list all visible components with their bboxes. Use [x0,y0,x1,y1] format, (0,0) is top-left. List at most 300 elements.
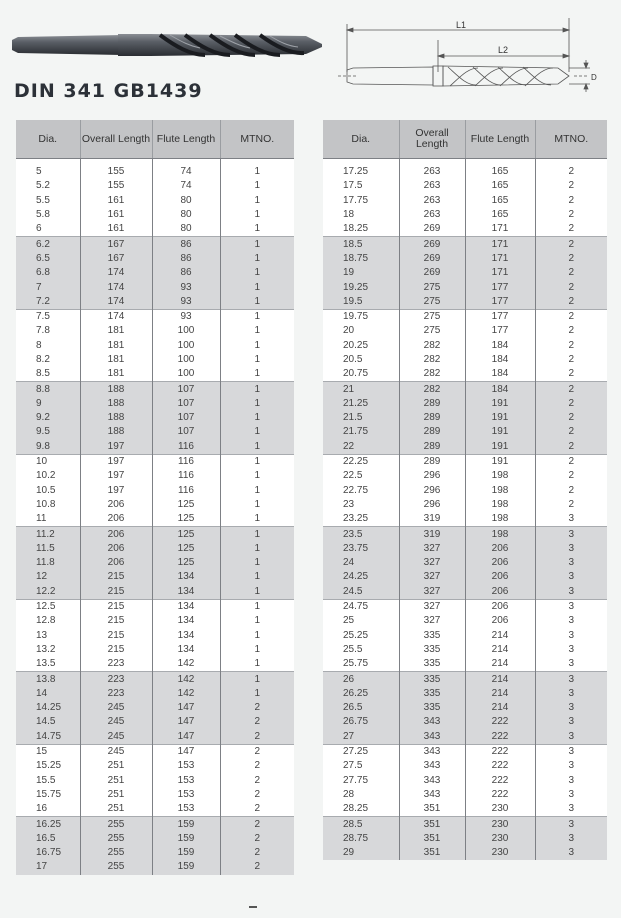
cell-mtno: 2 [535,252,607,266]
cell-overall-length: 275 [399,309,465,324]
table-row [16,280,294,294]
cell-overall-length: 351 [399,817,465,832]
cell-flute-length: 159 [152,832,220,846]
cell-overall-length: 275 [399,295,465,310]
table-row [16,208,294,222]
cell-mtno: 3 [535,629,607,643]
cell-overall-length: 245 [80,715,152,729]
cell-overall-length: 174 [80,266,152,280]
cell-overall-length: 255 [80,817,152,832]
cell-mtno: 2 [220,832,294,846]
cell-mtno: 2 [535,469,607,483]
table-row [16,484,294,498]
table-row [323,498,607,512]
cell-flute-length: 134 [152,629,220,643]
cell-dia: 6 [36,223,42,235]
cell-mtno: 1 [220,440,294,455]
table-row [16,846,294,860]
cell-dia: 22.75 [343,484,369,496]
table-row [323,425,607,439]
cell-mtno: 1 [220,585,294,600]
cell-flute-length: 134 [152,643,220,657]
cell-dia: 12.5 [16,599,80,614]
cell-mtno: 1 [220,208,294,222]
cell-mtno: 3 [535,687,607,701]
cell-overall-length: 215 [80,585,152,600]
cell-dia: 23.5 [323,527,399,542]
cell-dia: 18.25 [343,223,369,235]
cell-mtno: 1 [220,194,294,208]
cell-mtno: 2 [535,353,607,367]
table-row [16,556,294,570]
cell-flute-length: 86 [152,252,220,266]
cell-dia: 28.5 [323,817,399,832]
cell-flute-length: 125 [152,512,220,527]
table-row [323,159,607,180]
cell-mtno: 1 [220,382,294,397]
header-mtno: MTNO. [220,120,294,159]
table-row [16,672,294,687]
cell-overall-length: 263 [399,179,465,193]
table-row [16,657,294,672]
cell-mtno: 2 [535,367,607,382]
cell-overall-length: 167 [80,252,152,266]
cell-flute-length: 159 [152,817,220,832]
cell-overall-length: 181 [80,367,152,382]
cell-mtno: 1 [220,222,294,237]
cell-mtno: 1 [220,672,294,687]
table-row [323,614,607,628]
cell-overall-length: 289 [399,440,465,455]
cell-overall-length: 251 [80,788,152,802]
cell-mtno: 2 [535,179,607,193]
cell-mtno: 2 [535,484,607,498]
cell-overall-length: 188 [80,382,152,397]
cell-overall-length: 223 [80,687,152,701]
cell-flute-length: 191 [465,397,535,411]
cell-dia: 23 [343,498,355,510]
cell-overall-length: 335 [399,629,465,643]
cell-flute-length: 116 [152,469,220,483]
cell-flute-length: 206 [465,556,535,570]
table-row [16,324,294,338]
table-row [16,570,294,584]
cell-mtno: 3 [535,773,607,787]
cell-dia: 20.25 [343,339,369,351]
cell-flute-length: 142 [152,657,220,672]
cell-overall-length: 174 [80,309,152,324]
cell-mtno: 1 [220,454,294,469]
cell-dia: 26 [323,672,399,687]
table-row [16,860,294,874]
cell-overall-length: 206 [80,527,152,542]
table-row [323,788,607,802]
cell-flute-length: 142 [152,687,220,701]
cell-flute-length: 142 [152,672,220,687]
cell-overall-length: 255 [80,860,152,874]
cell-dia: 27.75 [343,774,369,786]
cell-overall-length: 181 [80,353,152,367]
cell-overall-length: 335 [399,701,465,715]
table-row [16,643,294,657]
cell-dia: 27.25 [323,744,399,759]
cell-mtno: 2 [535,237,607,252]
cell-flute-length: 222 [465,744,535,759]
cell-flute-length: 177 [465,280,535,294]
table-row [16,309,294,324]
table-row [16,411,294,425]
cell-flute-length: 80 [152,194,220,208]
table-row [16,585,294,600]
cell-dia: 12.2 [16,585,80,600]
table-row [323,599,607,614]
cell-flute-length: 100 [152,339,220,353]
cell-dia: 19.75 [323,309,399,324]
cell-dia: 11.8 [16,556,80,570]
cell-mtno: 2 [535,194,607,208]
cell-dia: 24.25 [323,570,399,584]
cell-flute-length: 159 [152,846,220,860]
cell-overall-length: 319 [399,527,465,542]
table-row [323,542,607,556]
cell-flute-length: 147 [152,744,220,759]
cell-flute-length: 177 [465,324,535,338]
cell-overall-length: 263 [399,208,465,222]
cell-mtno: 1 [220,339,294,353]
cell-overall-length: 167 [80,237,152,252]
cell-dia: 13.5 [36,658,56,670]
table-row [16,759,294,773]
cell-overall-length: 251 [80,773,152,787]
cell-overall-length: 269 [399,266,465,280]
table-row [323,440,607,455]
cell-flute-length: 100 [152,353,220,367]
cell-mtno: 2 [220,730,294,745]
table-row [16,817,294,832]
table-row [323,295,607,310]
cell-dia: 28.25 [343,803,369,815]
cell-flute-length: 214 [465,701,535,715]
cell-flute-length: 107 [152,425,220,439]
cell-mtno: 1 [220,425,294,439]
cell-overall-length: 275 [399,280,465,294]
cell-dia: 20 [343,325,355,337]
cell-dia: 24 [323,556,399,570]
cell-dia: 5 [36,166,42,178]
cell-mtno: 2 [535,339,607,353]
cell-flute-length: 116 [152,440,220,455]
cell-overall-length: 245 [80,730,152,745]
table-row [16,194,294,208]
table-row [323,773,607,787]
drill-dimension-diagram [338,10,600,98]
cell-mtno: 3 [535,744,607,759]
cell-mtno: 2 [535,266,607,280]
cell-overall-length: 215 [80,570,152,584]
cell-dia: 5.2 [36,180,50,192]
cell-flute-length: 230 [465,817,535,832]
cell-flute-length: 184 [465,367,535,382]
table-row [16,542,294,556]
cell-dia: 17 [16,860,80,874]
cell-overall-length: 327 [399,599,465,614]
cell-mtno: 2 [535,411,607,425]
cell-dia: 20.5 [343,354,363,365]
table-header-row [16,120,294,159]
table-row [16,252,294,266]
cell-overall-length: 188 [80,425,152,439]
spec-table-right [323,120,607,860]
cell-mtno: 1 [220,614,294,628]
cell-mtno: 3 [535,542,607,556]
cell-overall-length: 215 [80,614,152,628]
cell-overall-length: 255 [80,832,152,846]
cell-dia: 12.8 [36,615,56,627]
cell-mtno: 3 [535,614,607,628]
table-row [323,252,607,266]
table-row [323,309,607,324]
table-row [16,744,294,759]
table-body [16,159,294,875]
cell-dia: 26.75 [323,715,399,729]
cell-flute-length: 100 [152,324,220,338]
table-row [323,397,607,411]
cell-overall-length: 289 [399,425,465,439]
cell-flute-length: 222 [465,715,535,729]
cell-overall-length: 282 [399,353,465,367]
cell-dia: 28.75 [323,832,399,846]
cell-dia: 16.75 [16,846,80,860]
cell-mtno: 1 [220,324,294,338]
cell-dia: 15.75 [36,788,62,800]
cell-flute-length: 214 [465,687,535,701]
cell-flute-length: 222 [465,730,535,745]
cell-overall-length: 251 [80,802,152,817]
cell-mtno: 1 [220,309,294,324]
cell-mtno: 2 [535,295,607,310]
cell-overall-length: 351 [399,846,465,860]
cell-mtno: 2 [220,701,294,715]
cell-dia: 14.25 [16,701,80,715]
cell-overall-length: 215 [80,629,152,643]
cell-overall-length: 327 [399,556,465,570]
cell-overall-length: 197 [80,454,152,469]
table-row [16,353,294,367]
table-row [323,339,607,353]
cell-overall-length: 296 [399,469,465,483]
cell-flute-length: 134 [152,585,220,600]
cell-dia: 18.5 [323,237,399,252]
cell-dia: 11.2 [16,527,80,542]
cell-overall-length: 296 [399,484,465,498]
cell-flute-length: 198 [465,469,535,483]
cell-mtno: 3 [535,527,607,542]
cell-mtno: 3 [535,802,607,817]
cell-flute-length: 107 [152,397,220,411]
cell-mtno: 1 [220,266,294,280]
cell-dia: 20.75 [343,368,369,380]
cell-overall-length: 275 [399,324,465,338]
table-row [16,425,294,439]
cell-dia: 21 [323,382,399,397]
table-row [16,715,294,729]
cell-dia: 10.8 [36,498,56,510]
cell-flute-length: 198 [465,527,535,542]
cell-dia: 19 [323,266,399,280]
cell-flute-length: 86 [152,266,220,280]
cell-mtno: 1 [220,657,294,672]
cell-flute-length: 171 [465,252,535,266]
cell-flute-length: 214 [465,657,535,672]
cell-flute-length: 198 [465,484,535,498]
cell-mtno: 2 [535,222,607,237]
table-row [323,266,607,280]
cell-mtno: 1 [220,556,294,570]
cell-flute-length: 206 [465,614,535,628]
cell-flute-length: 206 [465,542,535,556]
cell-dia: 14 [16,687,80,701]
cell-mtno: 2 [535,397,607,411]
cell-overall-length: 215 [80,599,152,614]
table-row [323,280,607,294]
spec-table-left [16,120,294,875]
cell-flute-length: 230 [465,802,535,817]
table-row [323,237,607,252]
cell-mtno: 1 [220,159,294,180]
table-row [323,585,607,600]
table-row [16,701,294,715]
cell-dia: 15 [16,744,80,759]
table-row [323,556,607,570]
cell-flute-length: 230 [465,832,535,846]
cell-overall-length: 161 [80,222,152,237]
cell-overall-length: 282 [399,367,465,382]
cell-overall-length: 155 [80,159,152,180]
table-row [16,159,294,180]
cell-flute-length: 206 [465,585,535,600]
table-header-row [323,120,607,159]
cell-dia: 17.5 [343,180,363,192]
cell-overall-length: 197 [80,440,152,455]
cell-dia: 13.8 [16,672,80,687]
cell-flute-length: 107 [152,411,220,425]
cell-dia: 9.8 [16,440,80,455]
cell-dia: 16.25 [16,817,80,832]
cell-flute-length: 147 [152,730,220,745]
cell-dia: 21.75 [323,425,399,439]
cell-overall-length: 161 [80,208,152,222]
cell-mtno: 1 [220,512,294,527]
cell-dia: 9.5 [16,425,80,439]
cell-flute-length: 198 [465,512,535,527]
cell-flute-length: 206 [465,570,535,584]
cell-overall-length: 206 [80,542,152,556]
table-row [323,512,607,527]
cell-dia: 17.75 [343,194,369,206]
table-row [16,687,294,701]
table-row [323,353,607,367]
table-row [16,614,294,628]
cell-flute-length: 230 [465,846,535,860]
cell-mtno: 2 [535,382,607,397]
cell-overall-length: 263 [399,194,465,208]
cell-dia: 25 [343,615,355,627]
cell-flute-length: 184 [465,382,535,397]
cell-overall-length: 215 [80,643,152,657]
cell-dia: 9 [16,397,80,411]
table-row [16,179,294,193]
table-row [323,382,607,397]
cell-overall-length: 351 [399,832,465,846]
cell-dia: 25.25 [343,629,369,641]
cell-mtno: 2 [220,846,294,860]
cell-mtno: 1 [220,643,294,657]
cell-mtno: 1 [220,397,294,411]
cell-flute-length: 74 [152,179,220,193]
cell-mtno: 2 [220,817,294,832]
cell-dia: 13 [36,629,48,641]
cell-flute-length: 93 [152,309,220,324]
cell-dia: 18 [343,209,355,221]
cell-flute-length: 125 [152,556,220,570]
cell-flute-length: 222 [465,773,535,787]
cell-mtno: 2 [535,440,607,455]
cell-dia: 27 [323,730,399,745]
cell-dia: 10 [16,454,80,469]
cell-mtno: 1 [220,629,294,643]
cell-mtno: 2 [535,324,607,338]
cell-overall-length: 282 [399,339,465,353]
cell-mtno: 1 [220,542,294,556]
page-title: DIN 341 GB1439 [14,80,203,102]
table-row [16,382,294,397]
cell-dia: 17.25 [343,166,369,178]
table-row [323,469,607,483]
cell-flute-length: 191 [465,411,535,425]
scan-mark [249,906,257,908]
cell-overall-length: 343 [399,788,465,802]
table-row [323,484,607,498]
cell-dia: 29 [323,846,399,860]
cell-overall-length: 269 [399,237,465,252]
cell-overall-length: 327 [399,585,465,600]
cell-overall-length: 206 [80,498,152,512]
table-row [323,194,607,208]
cell-dia: 27.5 [343,760,363,772]
cell-mtno: 3 [535,570,607,584]
table-row [16,295,294,310]
cell-overall-length: 327 [399,614,465,628]
cell-flute-length: 147 [152,715,220,729]
cell-mtno: 3 [535,715,607,729]
cell-dia: 5.5 [36,194,50,206]
cell-mtno: 2 [535,498,607,512]
cell-dia: 14.75 [16,730,80,745]
cell-mtno: 2 [535,425,607,439]
cell-mtno: 2 [220,744,294,759]
header-flute-length: Flute Length [152,120,220,159]
cell-overall-length: 174 [80,295,152,310]
cell-overall-length: 282 [399,382,465,397]
cell-flute-length: 177 [465,295,535,310]
table-row [16,367,294,382]
cell-overall-length: 269 [399,222,465,237]
cell-flute-length: 134 [152,614,220,628]
cell-overall-length: 289 [399,397,465,411]
cell-dia: 18.75 [323,252,399,266]
table-row [323,846,607,860]
cell-flute-length: 125 [152,498,220,512]
